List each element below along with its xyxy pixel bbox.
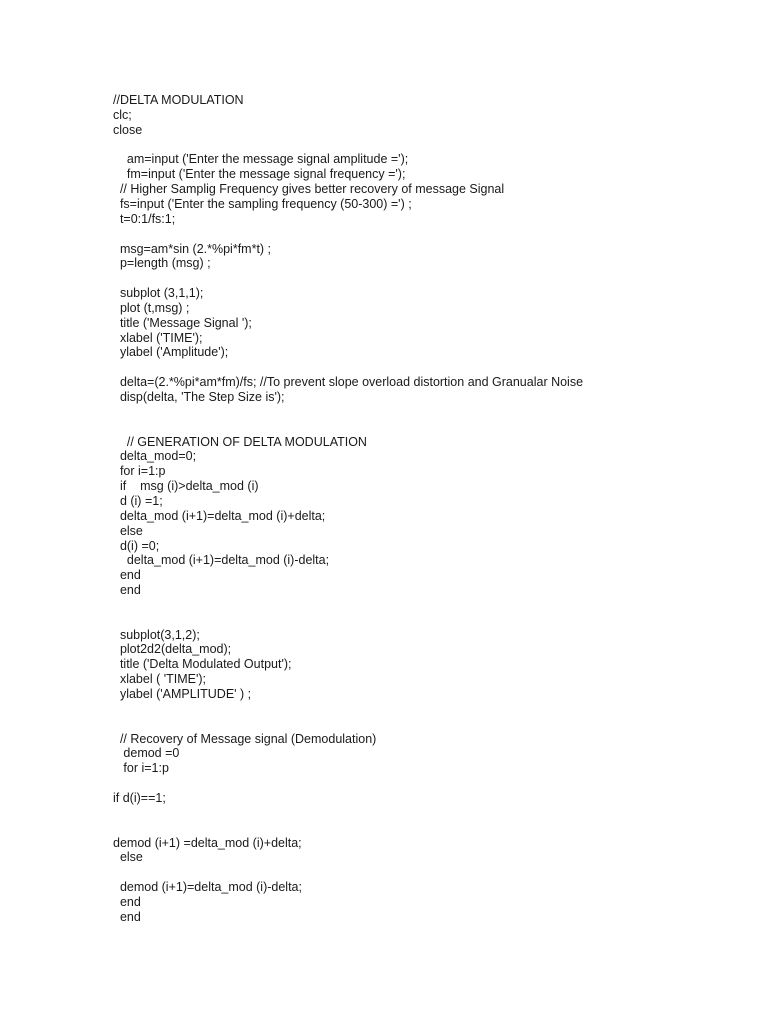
code-line: d (i) =1; xyxy=(113,493,163,508)
code-line: plot2d2(delta_mod); xyxy=(113,642,232,657)
code-line: delta=(2.*%pi*am*fm)/fs; //To prevent slope overload distortion and Granualar Noise xyxy=(113,375,584,390)
code-line: subplot(3,1,2); xyxy=(113,627,200,642)
code-line: demod (i+1) =delta_mod (i)+delta; xyxy=(113,835,302,850)
code-line: end xyxy=(113,583,141,597)
code-line: fs=input ('Enter the sampling frequency (50-300) =') ; xyxy=(113,196,412,211)
code-line: plot (t,msg) ; xyxy=(113,300,190,315)
code-line: // GENERATION OF DELTA MODULATION xyxy=(113,434,367,449)
code-line: // Higher Samplig Frequency gives better recovery of message Signal xyxy=(113,182,505,197)
code-line: am=input ('Enter the message signal amplitude ='); xyxy=(113,152,409,167)
code-line: if d(i)==1; xyxy=(113,790,166,805)
code-line: fm=input ('Enter the message signal frequency ='); xyxy=(113,167,406,182)
code-line: p=length (msg) ; xyxy=(113,256,211,271)
code-line: ylabel ('Amplitude'); xyxy=(113,345,229,360)
code-line: t=0:1/fs:1; xyxy=(113,211,176,226)
code-line: end xyxy=(113,894,141,909)
code-line: for i=1:p xyxy=(113,761,169,776)
code-line: end xyxy=(113,909,141,924)
code-line: msg=am*sin (2.*%pi*fm*t) ; xyxy=(113,241,272,256)
code-line: disp(delta, 'The Step Size is'); xyxy=(113,390,285,404)
code-line: xlabel ('TIME'); xyxy=(113,330,203,345)
code-line: if msg (i)>delta_mod (i) xyxy=(113,479,259,494)
code-line: else xyxy=(113,850,143,865)
code-line: title ('Delta Modulated Output'); xyxy=(113,657,292,672)
code-line: // Recovery of Message signal (Demodulation) xyxy=(113,731,377,746)
code-line: delta_mod (i+1)=delta_mod (i)+delta; xyxy=(113,508,326,523)
code-line: close xyxy=(113,122,143,137)
code-line: end xyxy=(113,568,141,583)
code-line: demod =0 xyxy=(113,746,180,761)
code-line: title ('Message Signal '); xyxy=(113,315,252,330)
code-line: clc; xyxy=(113,107,132,122)
code-line: d(i) =0; xyxy=(113,538,160,553)
code-line: demod (i+1)=delta_mod (i)-delta; xyxy=(113,880,302,894)
code-line: else xyxy=(113,523,143,538)
code-line: //DELTA MODULATION xyxy=(113,93,244,107)
code-line: delta_mod=0; xyxy=(113,449,197,464)
code-line: subplot (3,1,1); xyxy=(113,286,204,300)
code-line: delta_mod (i+1)=delta_mod (i)-delta; xyxy=(113,553,330,568)
code-line: for i=1:p xyxy=(113,464,166,479)
code-line: xlabel ( 'TIME'); xyxy=(113,672,206,687)
code-line: ylabel ('AMPLITUDE' ) ; xyxy=(113,687,252,701)
